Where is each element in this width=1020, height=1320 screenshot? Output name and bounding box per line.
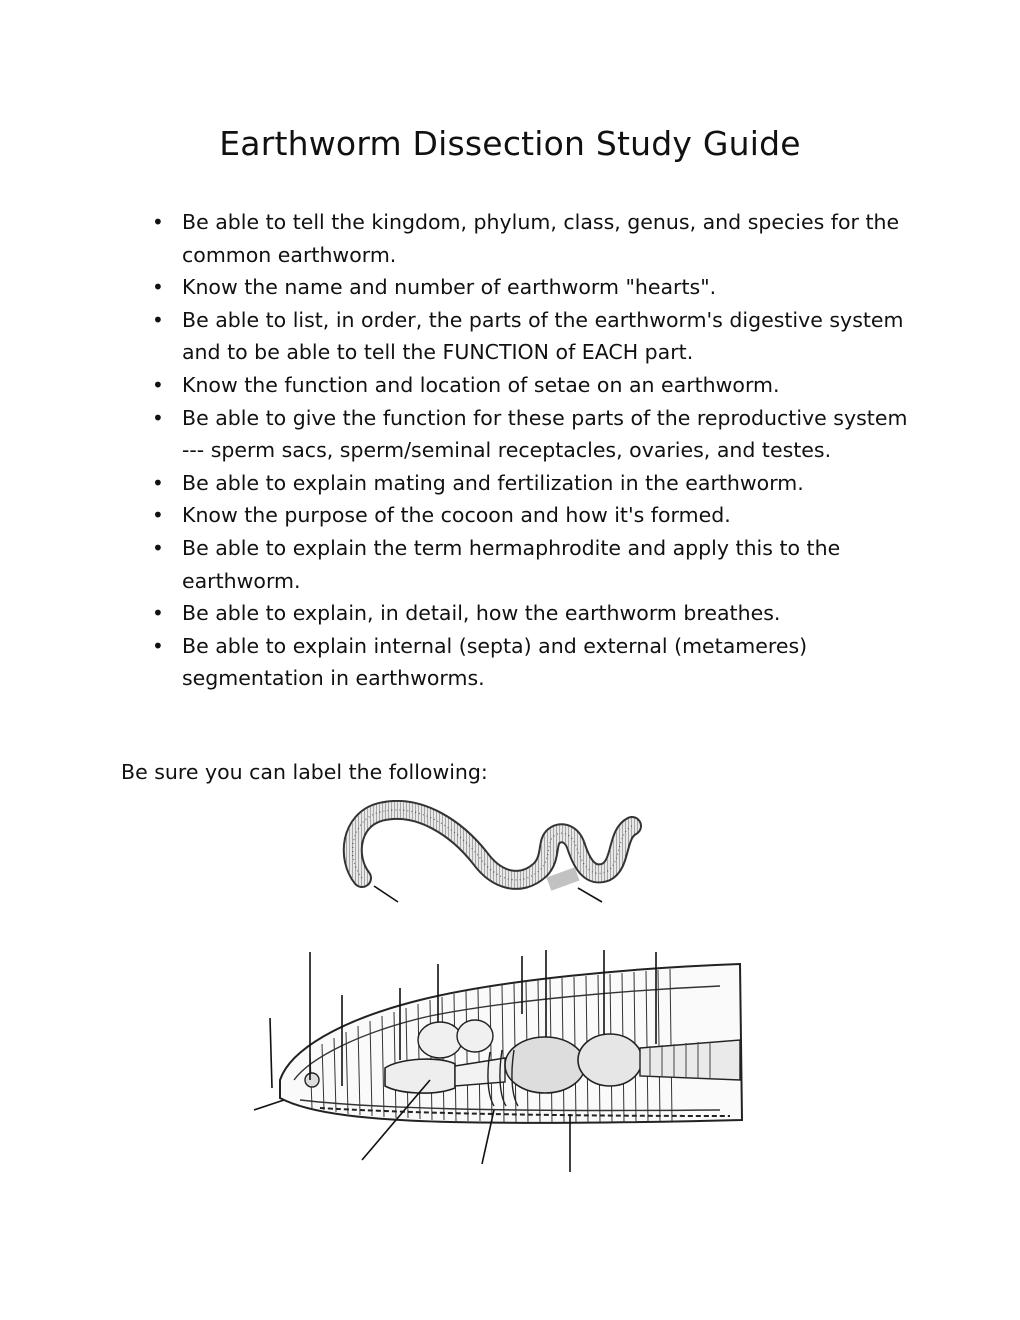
list-item: • Be able to explain internal (septa) and external (metameres) segmentation in earthworms. xyxy=(150,630,910,695)
pharynx xyxy=(385,1059,455,1093)
list-item: • Know the function and location of setae on an earthworm. xyxy=(150,369,910,402)
page-title: Earthworm Dissection Study Guide xyxy=(219,124,801,163)
label-line xyxy=(578,888,602,902)
list-item: • Know the purpose of the cocoon and how it's formed. xyxy=(150,499,910,532)
list-item: • Be able to explain the term hermaphrodite and apply this to the earthworm. xyxy=(150,532,910,597)
list-item: • Be able to list, in order, the parts of the earthworm's digestive system and to be able to tell the FUNCTION of EACH part. xyxy=(150,304,910,369)
study-guide-list xyxy=(150,206,910,695)
crop xyxy=(505,1037,585,1093)
list-item: • Be able to tell the kingdom, phylum, class, genus, and species for the common earthworm. xyxy=(150,206,910,271)
earthworm-external-diagram xyxy=(340,800,660,910)
cerebral-ganglion xyxy=(305,1073,319,1087)
earthworm-internal-diagram xyxy=(250,940,750,1180)
list-item: • Be able to explain mating and fertilization in the earthworm. xyxy=(150,467,910,500)
list-item: • Be able to give the function for these parts of the reproductive system --- sperm sacs, sperm/seminal receptacles, ovaries, and testes. xyxy=(150,402,910,467)
gizzard xyxy=(578,1034,642,1086)
list-item: • Be able to explain, in detail, how the earthworm breathes. xyxy=(150,597,910,630)
label-prompt: Be sure you can label the following: xyxy=(121,760,488,784)
seminal-vesicle xyxy=(457,1020,493,1052)
seminal-vesicle xyxy=(418,1022,462,1058)
list-item: • Know the name and number of earthworm "hearts". xyxy=(150,271,910,304)
label-line xyxy=(374,886,398,902)
